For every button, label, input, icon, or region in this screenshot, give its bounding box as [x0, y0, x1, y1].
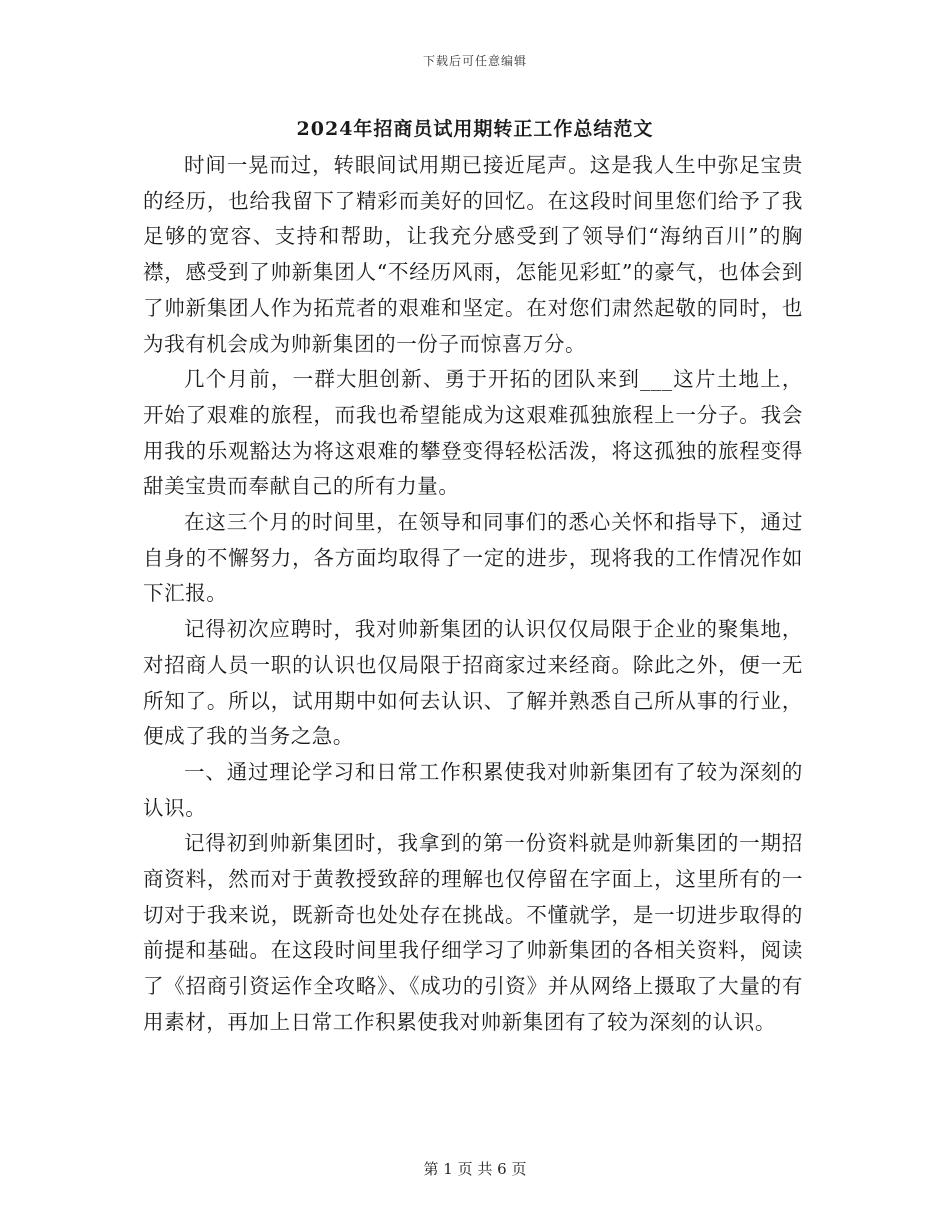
document-body [143, 148, 803, 1041]
document-title: 2024年招商员试用期转正工作总结范文 [296, 118, 654, 140]
paragraph: 几个月前，一群大胆创新、勇于开拓的团队来到___这片土地上，开始了艰难的旅程，而我也希望能成为这艰难孤独旅程上一分子。我会用我的乐观豁达为将这艰难的攀登变得轻松活泼，将这孤独的旅程变得甜美宝贵而奉献自己的所有力量。 [143, 367, 803, 499]
paragraph: 记得初次应聘时，我对帅新集团的认识仅仅局限于企业的聚集地，对招商人员一职的认识也仅局限于招商家过来经商。除此之外，便一无所知了。所以，试用期中如何去认识、了解并熟悉自己所从事的行业，便成了我的当务之急。 [143, 617, 803, 749]
section-heading: 一、通过理论学习和日常工作积累使我对帅新集团有了较为深刻的认识。 [143, 759, 803, 820]
paragraph: 时间一晃而过，转眼间试用期已接近尾声。这是我人生中弥足宝贵的经历，也给我留下了精彩而美好的回忆。在这段时间里您们给予了我足够的宽容、支持和帮助，让我充分感受到了领导们“海纳百川”的胸襟，感受到了帅新集团人“不经历风雨，怎能见彩虹”的豪气，也体会到了帅新集团人作为拓荒者的艰难和坚定。在对您们肃然起敬的同时，也为我有机会成为帅新集团的一份子而惊喜万分。 [143, 153, 803, 356]
header-note: 下载后可任意编辑 [422, 54, 527, 68]
paragraph: 记得初到帅新集团时，我拿到的第一份资料就是帅新集团的一期招商资料，然而对于黄教授致辞的理解也仅停留在字面上，这里所有的一切对于我来说，既新奇也处处存在挑战。不懂就学，是一切进步取得的前提和基础。在这段时间里我仔细学习了帅新集团的各相关资料，阅读了《招商引资运作全攻略》、《成功的引资》并从网络上摄取了大量的有用素材，再加上日常工作积累使我对帅新集团有了较为深刻的认识。 [143, 831, 803, 1034]
page-footer: 第 1 页 共 6 页 [423, 1160, 527, 1178]
paragraph: 在这三个月的时间里，在领导和同事们的悉心关怀和指导下，通过自身的不懈努力，各方面均取得了一定的进步，现将我的工作情况作如下汇报。 [143, 510, 803, 606]
